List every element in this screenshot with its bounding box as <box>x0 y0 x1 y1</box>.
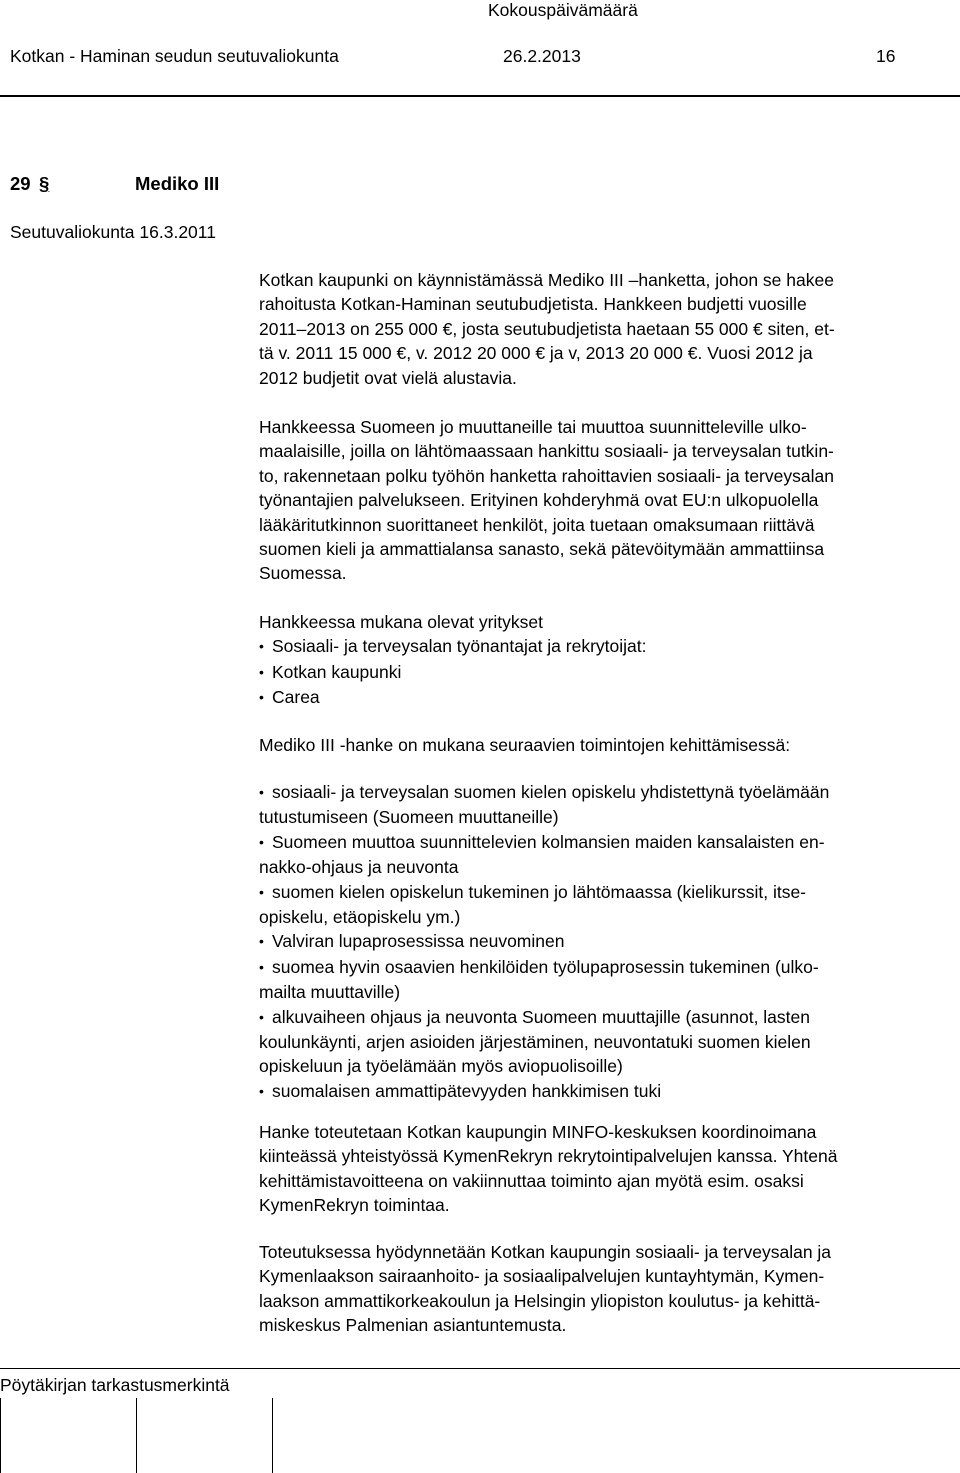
footer-divider <box>0 1368 960 1369</box>
text-line: kiinteässä yhteistyössä KymenRekryn rekrytointipalvelujen kanssa. Yhtenä <box>259 1146 838 1167</box>
text-line: 2011–2013 on 255 000 €, josta seutubudjetista haetaan 55 000 € siten, et- <box>259 318 835 339</box>
list-item: • Carea <box>259 685 959 710</box>
text-line: suomen kieli ja ammattialansa sanasto, sekä pätevöitymään ammattiinsa <box>259 539 825 560</box>
text-line: Kotkan kaupunki on käynnistämässä Mediko III –hanketta, johon se hakee <box>259 270 834 290</box>
section-number: 29 <box>10 173 31 194</box>
list-item-continuation: nakko-ohjaus ja neuvonta <box>259 857 459 878</box>
list-item-continuation: opiskelu, etäopiskelu ym.) <box>259 907 461 928</box>
list-item-continuation: opiskeluun ja työelämään myös aviopuolisoille) <box>259 1056 623 1077</box>
text-line: to, rakennetaan polku työhön hanketta rahoittavien sosiaali- ja terveysalan <box>259 465 834 486</box>
activities-list <box>259 780 959 1104</box>
text-line: lääkäritutkinnon suorittaneet henkilöt, joita tuetaan omaksumaan riittävä <box>259 514 815 535</box>
list-item: • Valviran lupaprosessissa neuvominen <box>259 929 959 954</box>
text-line: miskeskus Palmenian asiantuntemusta. <box>259 1315 567 1336</box>
activities-intro <box>259 733 959 757</box>
list-item: • Suomeen muuttoa suunnittelevien kolmansien maiden kansalaisten en- <box>259 830 959 855</box>
list-item: • sosiaali- ja terveysalan suomen kielen opiskelu yhdistettynä työelämään <box>259 780 959 805</box>
list-item-continuation: mailta muuttaville) <box>259 982 401 1003</box>
text-line: maalaisille, joilla on lähtömaassaan hankittu sosiaali- ja terveysalan tutkin- <box>259 441 834 462</box>
meeting-date-label: Kokouspäivämäärä <box>488 0 638 20</box>
list-item: • Sosiaali- ja terveysalan työnantajat ja rekrytoijat: <box>259 634 959 659</box>
page-number: 16 <box>876 46 896 66</box>
paragraph-project-description <box>259 415 959 586</box>
paragraph-budget <box>259 268 959 390</box>
list-item: • suomalaisen ammattipätevyyden hankkimisen tuki <box>259 1079 959 1104</box>
list-item-continuation: tutustumiseen (Suomeen muuttaneille) <box>259 807 559 828</box>
text-line: KymenRekryn toimintaa. <box>259 1195 450 1216</box>
header-divider <box>0 95 960 97</box>
organization-name: Kotkan - Haminan seudun seutuvaliokunta <box>10 46 339 66</box>
list-item: • alkuvaiheen ohjaus ja neuvonta Suomeen muuttajille (asunnot, lasten <box>259 1005 959 1030</box>
text-line: Mediko III -hanke on mukana seuraavien toimintojen kehittämisessä: <box>259 735 791 755</box>
list-item-continuation: koulunkäynti, arjen asioiden järjestäminen, neuvontatuki suomen kielen <box>259 1032 811 1053</box>
review-mark-label: Pöytäkirjan tarkastusmerkintä <box>0 1375 230 1395</box>
text-line: Hanke toteutetaan Kotkan kaupungin MINFO-keskuksen koordinoimana <box>259 1122 817 1142</box>
text-line: rahoitusta Kotkan-Haminan seutubudjetista. Hankkeen budjetti vuosille <box>259 294 807 315</box>
signature-box-border <box>0 1398 1 1473</box>
participants-heading: Hankkeessa mukana olevat yritykset <box>259 612 544 632</box>
paragraph-participants <box>259 610 959 711</box>
text-line: kehittämistavoitteena on vakiinnuttaa toiminto ajan myötä esim. osaksi <box>259 1170 804 1191</box>
text-line: Toteutuksessa hyödynnetään Kotkan kaupungin sosiaali- ja terveysalan ja <box>259 1242 832 1262</box>
list-item: • suomen kielen opiskelun tukeminen jo lähtömaassa (kielikurssit, itse- <box>259 880 959 905</box>
section-subtitle: Seutuvaliokunta 16.3.2011 <box>10 222 216 242</box>
list-item: • Kotkan kaupunki <box>259 660 959 685</box>
text-line: Hankkeessa Suomeen jo muuttaneille tai muuttoa suunnitteleville ulko- <box>259 417 807 437</box>
meeting-date: 26.2.2013 <box>503 46 581 66</box>
text-line: tä v. 2011 15 000 €, v. 2012 20 000 € ja v, 2013 20 000 €. Vuosi 2012 ja <box>259 343 813 364</box>
text-line: laakson ammattikorkeakoulun ja Helsingin yliopiston koulutus- ja kehittä- <box>259 1290 821 1311</box>
text-line: työnantajien palvelukseen. Erityinen kohderyhmä ovat EU:n ulkopuolella <box>259 490 819 511</box>
text-line: 2012 budjetit ovat vielä alustavia. <box>259 367 517 388</box>
signature-box-border <box>272 1398 273 1473</box>
section-title: Mediko III <box>135 173 220 194</box>
list-item: • suomea hyvin osaavien henkilöiden työlupaprosessin tukeminen (ulko- <box>259 955 959 980</box>
text-line: Kymenlaakson sairaanhoito- ja sosiaalipalvelujen kuntayhtymän, Kymen- <box>259 1266 825 1287</box>
paragraph-expertise <box>259 1240 959 1338</box>
signature-box-border <box>136 1398 137 1473</box>
text-line: Suomessa. <box>259 563 347 584</box>
paragraph-implementation <box>259 1120 959 1218</box>
section-symbol: § <box>39 173 50 194</box>
